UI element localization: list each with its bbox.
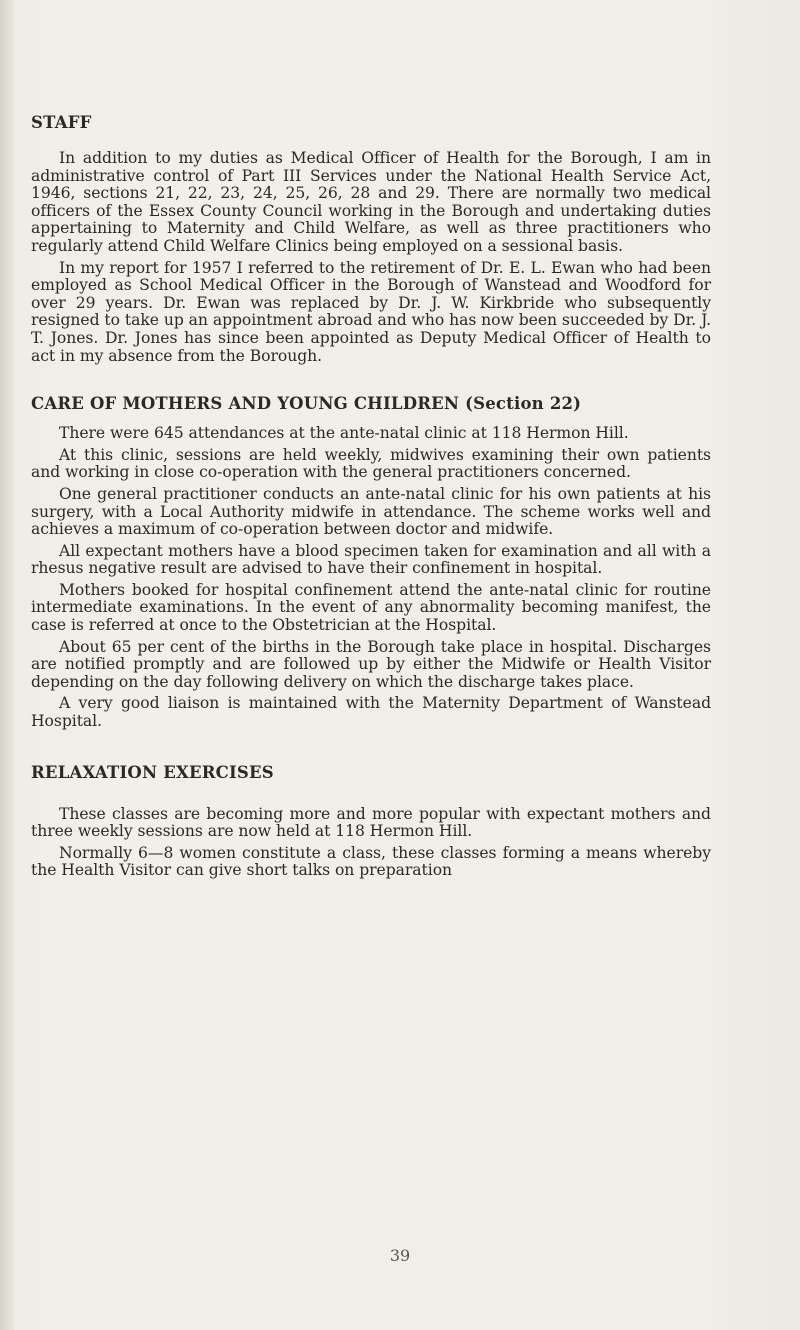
page-number: 39: [389, 1246, 411, 1265]
paragraph: Mothers booked for hospital confinement attend the ante-natal clinic for routine intermediate examinations. In the event of any abnormality becoming manifest, the case is referred at once to the Obstetrician at the Hospital.: [31, 580, 711, 635]
paragraph: In my report for 1957 I referred to the retirement of Dr. E. L. Ewan who had been employed as School Medical Officer in the Borough of Wanstead and Woodford for over 29 years. Dr. Ewan was replaced by Dr. J. W. Kirkbride who subsequently resigned to take up an appointment abroad and who has now been succeeded by Dr. J. T. Jones. Dr. Jones has since been appointed as Deputy Medical Officer of Health to act in my absence from the Borough.: [31, 258, 711, 365]
page-binding-edge: [0, 0, 14, 1330]
paragraph: Normally 6—8 women constitute a class, these classes forming a means whereby the Health Visitor can give short talks on preparation: [31, 843, 711, 880]
paragraph: These classes are becoming more and more popular with expectant mothers and three weekly sessions are now held at 118 Hermon Hill.: [31, 804, 711, 841]
paragraph: At this clinic, sessions are held weekly, midwives examining their own patients and working in close co-operation with the general practitioners concerned.: [31, 445, 711, 482]
paragraph: A very good liaison is maintained with the Maternity Department of Wanstead Hospital.: [31, 694, 711, 731]
section-heading-care-of-mothers: CARE OF MOTHERS AND YOUNG CHILDREN (Section 22): [31, 394, 582, 414]
paragraph: In addition to my duties as Medical Officer of Health for the Borough, I am in administrative control of Part III Services under the National Health Service Act, 1946, sections 21, 22, 23, 24, 25, 26, 28 and 29. There are normally two medical officers of the Essex County Council working in the Borough and undertaking duties appertaining to Maternity and Child Welfare, as well as three practitioners who regularly attend Child Welfare Clinics being employed on a sessional basis.: [31, 149, 711, 255]
paragraph: About 65 per cent of the births in the Borough take place in hospital. Discharges are notified promptly and are followed up by either the Midwife or Health Visitor depending on the day following delivery on which the discharge takes place.: [31, 637, 711, 691]
paragraph: One general practitioner conducts an ante-natal clinic for his own patients at his surgery, with a Local Authority midwife in attendance. The scheme works well and achieves a maximum of co-operation between doctor and midwife.: [31, 484, 711, 539]
paragraph: There were 645 attendances at the ante-natal clinic at 118 Hermon Hill.: [59, 424, 629, 443]
page-content: [31, 108, 711, 884]
paragraph: All expectant mothers have a blood specimen taken for examination and all with a rhesus negative result are advised to have their confinement in hospital.: [31, 541, 711, 578]
section-heading-staff: STAFF: [31, 113, 92, 132]
section-heading-relaxation-exercises: RELAXATION EXERCISES: [31, 762, 274, 782]
